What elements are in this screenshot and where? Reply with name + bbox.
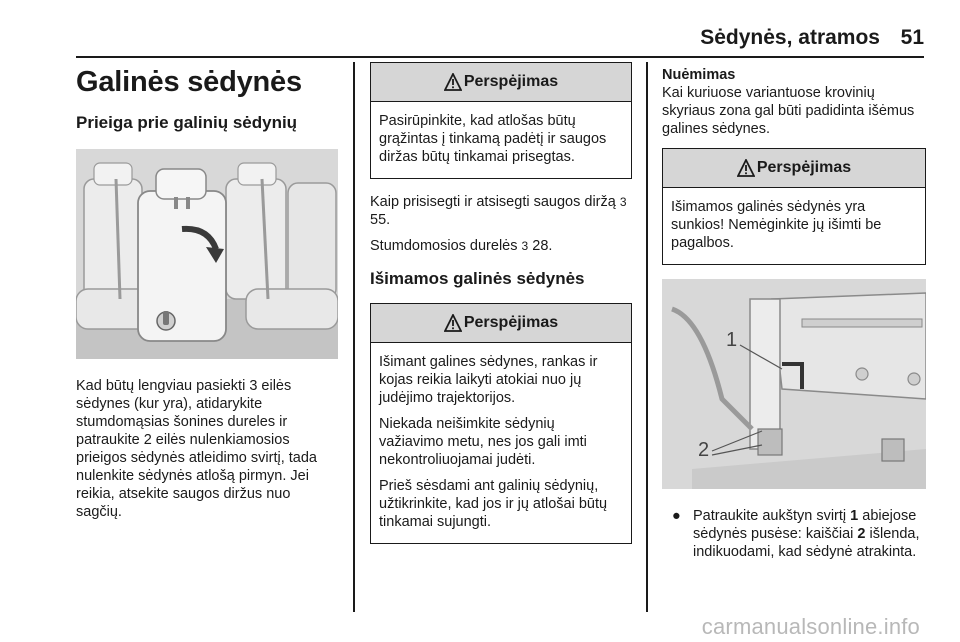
column-middle bbox=[370, 62, 632, 558]
warning-box bbox=[662, 148, 926, 265]
column-right bbox=[662, 62, 926, 561]
warning-title: Perspėjimas bbox=[463, 314, 559, 331]
seatbelt-reference: Kaip prisisegti ir atsisegti saugos diržą 3 55. bbox=[370, 194, 627, 228]
warning-icon bbox=[737, 159, 755, 177]
door-reference: Stumdomosios durelės 3 28. bbox=[370, 238, 553, 254]
warning-icon bbox=[444, 314, 462, 332]
instruction-list bbox=[662, 507, 926, 561]
removal-paragraph: Kai kuriuose variantuose krovinių skyriaus zona gal būti padidinta išėmus galines sėdynes. bbox=[662, 85, 915, 137]
warning-box bbox=[370, 62, 632, 179]
warning-text: Niekada neišimkite sėdynių važiavimo metu, nes jos gali imti nekontroliuojamai judėti. bbox=[379, 416, 587, 468]
warning-text: Prieš sėsdami ant galinių sėdynių, užtikrinkite, kad jos ir jų atlošai būtų tinkamai sujungti. bbox=[379, 478, 608, 530]
page-reference-link[interactable]: 28. bbox=[532, 238, 553, 254]
section-heading: Galinės sėdynės bbox=[76, 66, 302, 98]
lever-illustration bbox=[662, 279, 926, 489]
access-paragraph: Kad būtų lengviau pasiekti 3 eilės sėdynes (kur yra), atidarykite stumdomąsias šonines dureles ir patraukite 2 eilės nulenkiamosios prieigos sėdynės atleidimo svirtį, tada nulenkite sėdynės atlošą pirmyn. Jei reikia, atsekite saugos diržus nuo sagčių. bbox=[76, 378, 317, 520]
warning-text: Pasirūpinkite, kad atlošas būtų grąžintas į tinkamą padėtį ir saugos diržas būtų tinkamai prisegtas. bbox=[379, 113, 607, 165]
list-item: ● Patraukite aukštyn svirtį 1 abiejose sėdynės pusėse: kaiščiai 2 išlenda, indikuodami, kad sėdynė atrakinta. bbox=[672, 508, 920, 560]
page-arrow-icon: 3 bbox=[619, 195, 627, 209]
warning-text: Išimant galines sėdynes, rankas ir kojas reikia laikyti atokiai nuo jų judėjimo trajektorijos. bbox=[379, 354, 598, 406]
removal-subtitle: Nuėmimas bbox=[662, 67, 736, 83]
callout-label-1: 1 bbox=[726, 329, 738, 351]
warning-title: Perspėjimas bbox=[463, 73, 559, 90]
watermark: carmanualsonline.info bbox=[701, 614, 920, 639]
callout-label-2: 2 bbox=[698, 439, 710, 461]
seat-drawing bbox=[76, 149, 338, 359]
warning-header bbox=[371, 304, 631, 343]
warning-header bbox=[371, 63, 631, 102]
warning-icon bbox=[444, 73, 462, 91]
warning-box bbox=[370, 303, 632, 544]
page-arrow-icon: 3 bbox=[521, 239, 529, 253]
bullet-icon: ● bbox=[672, 508, 681, 524]
page-number: 51 bbox=[900, 26, 924, 49]
warning-title: Perspėjimas bbox=[756, 159, 852, 176]
header-title: Sėdynės, atramos bbox=[700, 26, 880, 49]
warning-text: Išimamos galinės sėdynės yra sunkios! Nemėginkite jų išimti be pagalbos. bbox=[671, 199, 882, 251]
subsection-heading: Prieiga prie galinių sėdynių bbox=[76, 113, 298, 132]
page-reference-link[interactable]: 55. bbox=[370, 212, 391, 228]
column-left bbox=[76, 62, 338, 529]
header-rule bbox=[76, 56, 924, 58]
column-divider bbox=[646, 62, 648, 612]
subsection-heading: Išimamos galinės sėdynės bbox=[370, 269, 585, 288]
page-header bbox=[0, 22, 960, 52]
seat-illustration bbox=[76, 149, 338, 359]
column-divider bbox=[353, 62, 355, 612]
warning-header bbox=[663, 149, 925, 188]
